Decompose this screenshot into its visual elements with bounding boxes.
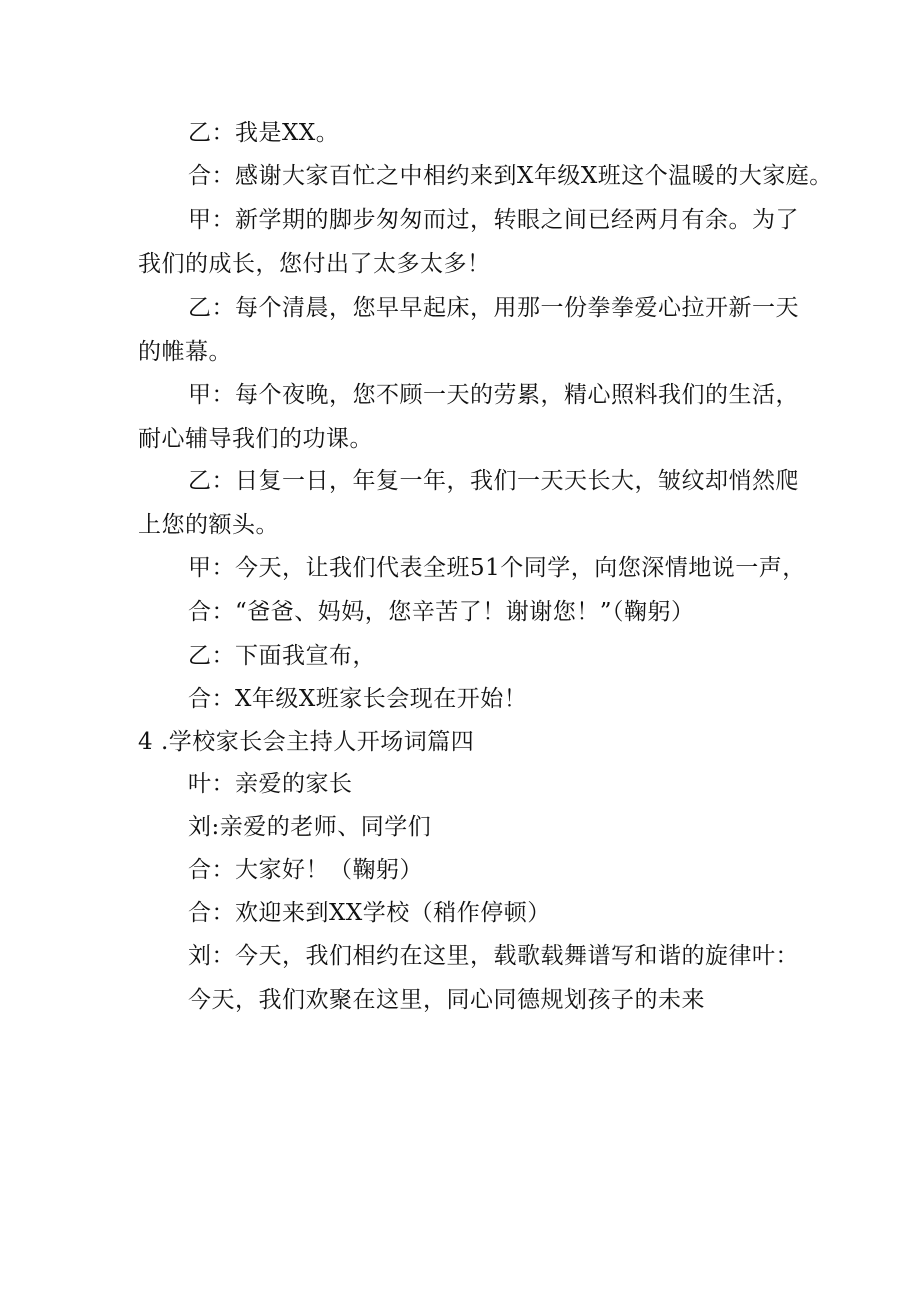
- text-line: 刘:亲爱的老师、同学们: [188, 814, 432, 840]
- text-line: 乙：下面我宣布，: [188, 643, 376, 669]
- text-line: 合：X年级X班家长会现在开始！: [188, 686, 528, 712]
- text-line: 乙：我是XX。: [188, 120, 340, 146]
- text-line: 甲：新学期的脚步匆匆而过，转眼之间已经两月有余。为了: [188, 207, 799, 233]
- text-line: 我们的成长，您付出了太多太多！: [138, 251, 491, 277]
- text-line: 甲：每个夜晚，您不顾一天的劳累，精心照料我们的生活，: [188, 382, 799, 408]
- text-line: 乙：日复一日，年复一年，我们一天天长大，皱纹却悄然爬: [188, 468, 799, 494]
- text-line: 甲：今天，让我们代表全班51个同学，向您深情地说一声，: [188, 555, 806, 581]
- text-line: 合：大家好！（鞠躬）: [188, 857, 423, 883]
- text-line: 的帷幕。: [138, 339, 232, 365]
- text-line: 合：感谢大家百忙之中相约来到X年级X班这个温暖的大家庭。: [188, 163, 833, 189]
- section-heading: 4 .学校家长会主持人开场词篇四: [138, 729, 475, 755]
- text-line: 合：“爸爸、妈妈，您辛苦了！谢谢您！”（鞠躬）: [188, 599, 695, 625]
- text-line: 耐心辅导我们的功课。: [138, 426, 373, 452]
- text-line: 刘：今天，我们相约在这里，载歌载舞谱写和谐的旋律叶：: [188, 943, 799, 969]
- text-line: 上您的额头。: [138, 512, 279, 538]
- text-line: 乙：每个清晨，您早早起床，用那一份拳拳爱心拉开新一天: [188, 295, 799, 321]
- text-line: 合：欢迎来到XX学校（稍作停顿）: [188, 900, 551, 926]
- text-line: 叶：亲爱的家长: [188, 771, 353, 797]
- text-line: 今天，我们欢聚在这里，同心同德规划孩子的未来: [188, 987, 705, 1013]
